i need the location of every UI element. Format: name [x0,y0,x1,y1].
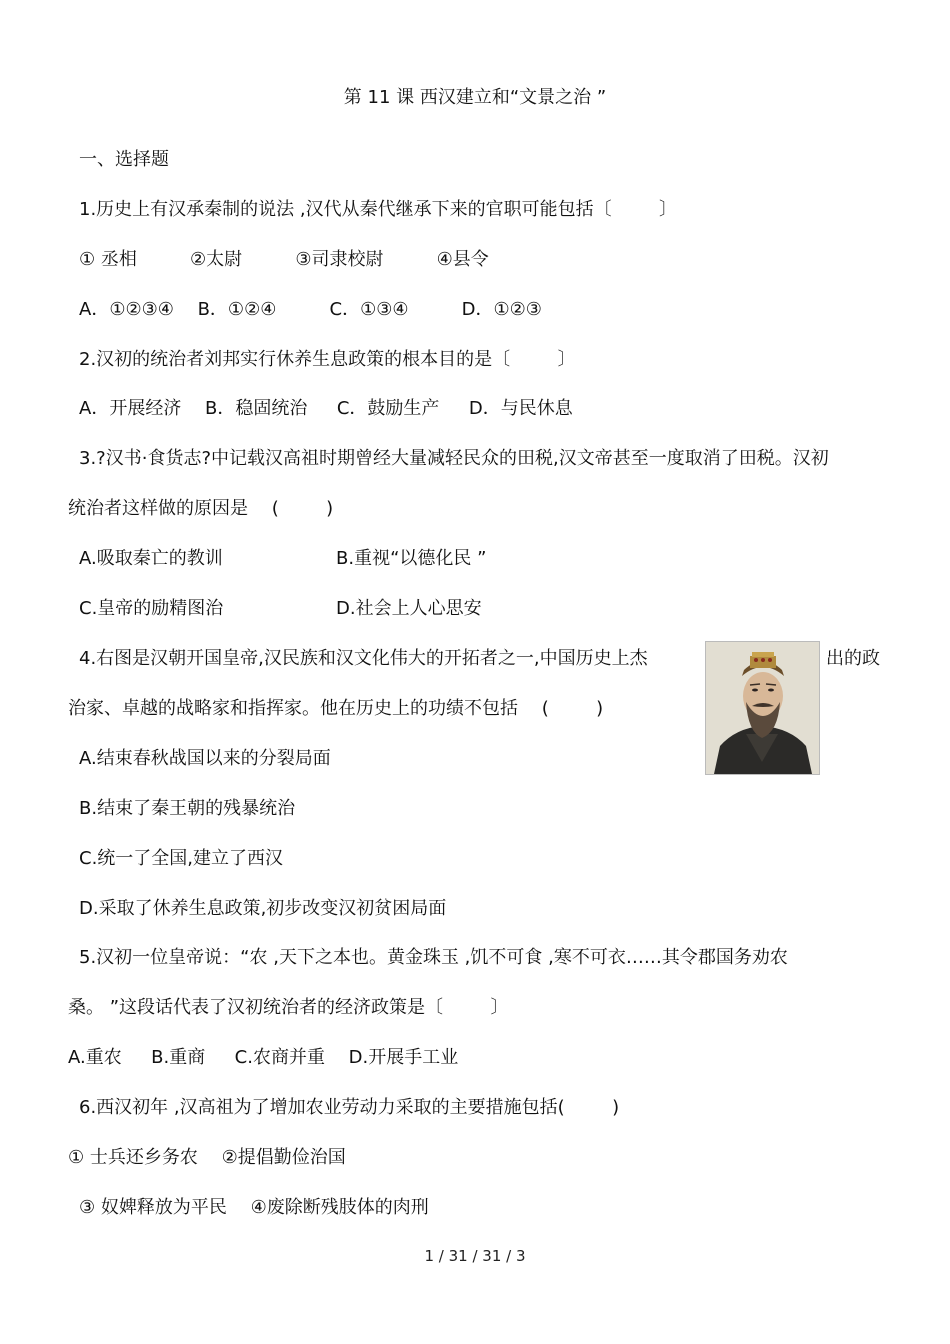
page-title: 第 11 课 西汉建立和“文景之治 ” [343,87,607,108]
question-5-options: A.重农 B.重商 C.农商并重 D.开展手工业 [68,1047,459,1068]
question-3-option-b: B.重视“以德化民 ” [336,548,487,569]
question-5-stem-line2: 桑。 ”这段话代表了汉初统治者的经济政策是〔 〕 [68,997,509,1018]
question-3-option-c: C.皇帝的励精图治 [79,598,224,619]
question-6-stem: 6.西汉初年 ,汉高祖为了增加农业劳动力采取的主要措施包括( ) [79,1097,620,1118]
question-6-items-line1: ① 士兵还乡务农 ②提倡勤俭治国 [68,1147,346,1168]
question-4-option-d: D.采取了休养生息政策,初步改变汉初贫困局面 [79,898,447,919]
question-1-items: ① 丞相 ②太尉 ③司隶校尉 ④县令 [79,249,489,270]
question-1-options: A．①②③④ B．①②④ C．①③④ D．①②③ [79,299,542,320]
question-4-stem-line1-end: 出的政 [826,648,880,669]
question-3-option-a: A.吸取秦亡的教训 [79,548,223,569]
question-4-option-b: B.结束了秦王朝的残暴统治 [79,798,296,819]
question-2-options: A．开展经济 B．稳固统治 C．鼓励生产 D．与民休息 [79,398,573,419]
question-3-option-d: D.社会上人心思安 [336,598,482,619]
page-number: 1 / 31 / 31 / 3 [424,1247,526,1265]
question-4-option-c: C.统一了全国,建立了西汉 [79,848,284,869]
question-3-stem-line1: 3.?汉书·食货志?中记载汉高祖时期曾经大量减轻民众的田税,汉文帝甚至一度取消了田税。汉初 [79,448,829,469]
question-3-stem-line2: 统治者这样做的原因是 ( ) [68,498,334,519]
emperor-portrait-image [705,641,820,775]
question-6-items-line2: ③ 奴婢释放为平民 ④废除断残肢体的肉刑 [79,1197,429,1218]
question-4-option-a: A.结束春秋战国以来的分裂局面 [79,748,331,769]
section-heading: 一、选择题 [79,149,169,170]
question-4-stem-line1: 4.右图是汉朝开国皇帝,汉民族和汉文化伟大的开拓者之一,中国历史上杰 [79,648,648,669]
question-4-stem-line2: 治家、卓越的战略家和指挥家。他在历史上的功绩不包括 ( ) [68,698,604,719]
question-5-stem-line1: 5.汉初一位皇帝说：“农 ,天下之本也。黄金珠玉 ,饥不可食 ,寒不可衣……其令郡国务劝农 [79,947,788,968]
question-1-stem: 1.历史上有汉承秦制的说法 ,汉代从秦代继承下来的官职可能包括〔 〕 [79,199,678,220]
question-2-stem: 2.汉初的统治者刘邦实行休养生息政策的根本目的是〔 〕 [79,349,576,370]
